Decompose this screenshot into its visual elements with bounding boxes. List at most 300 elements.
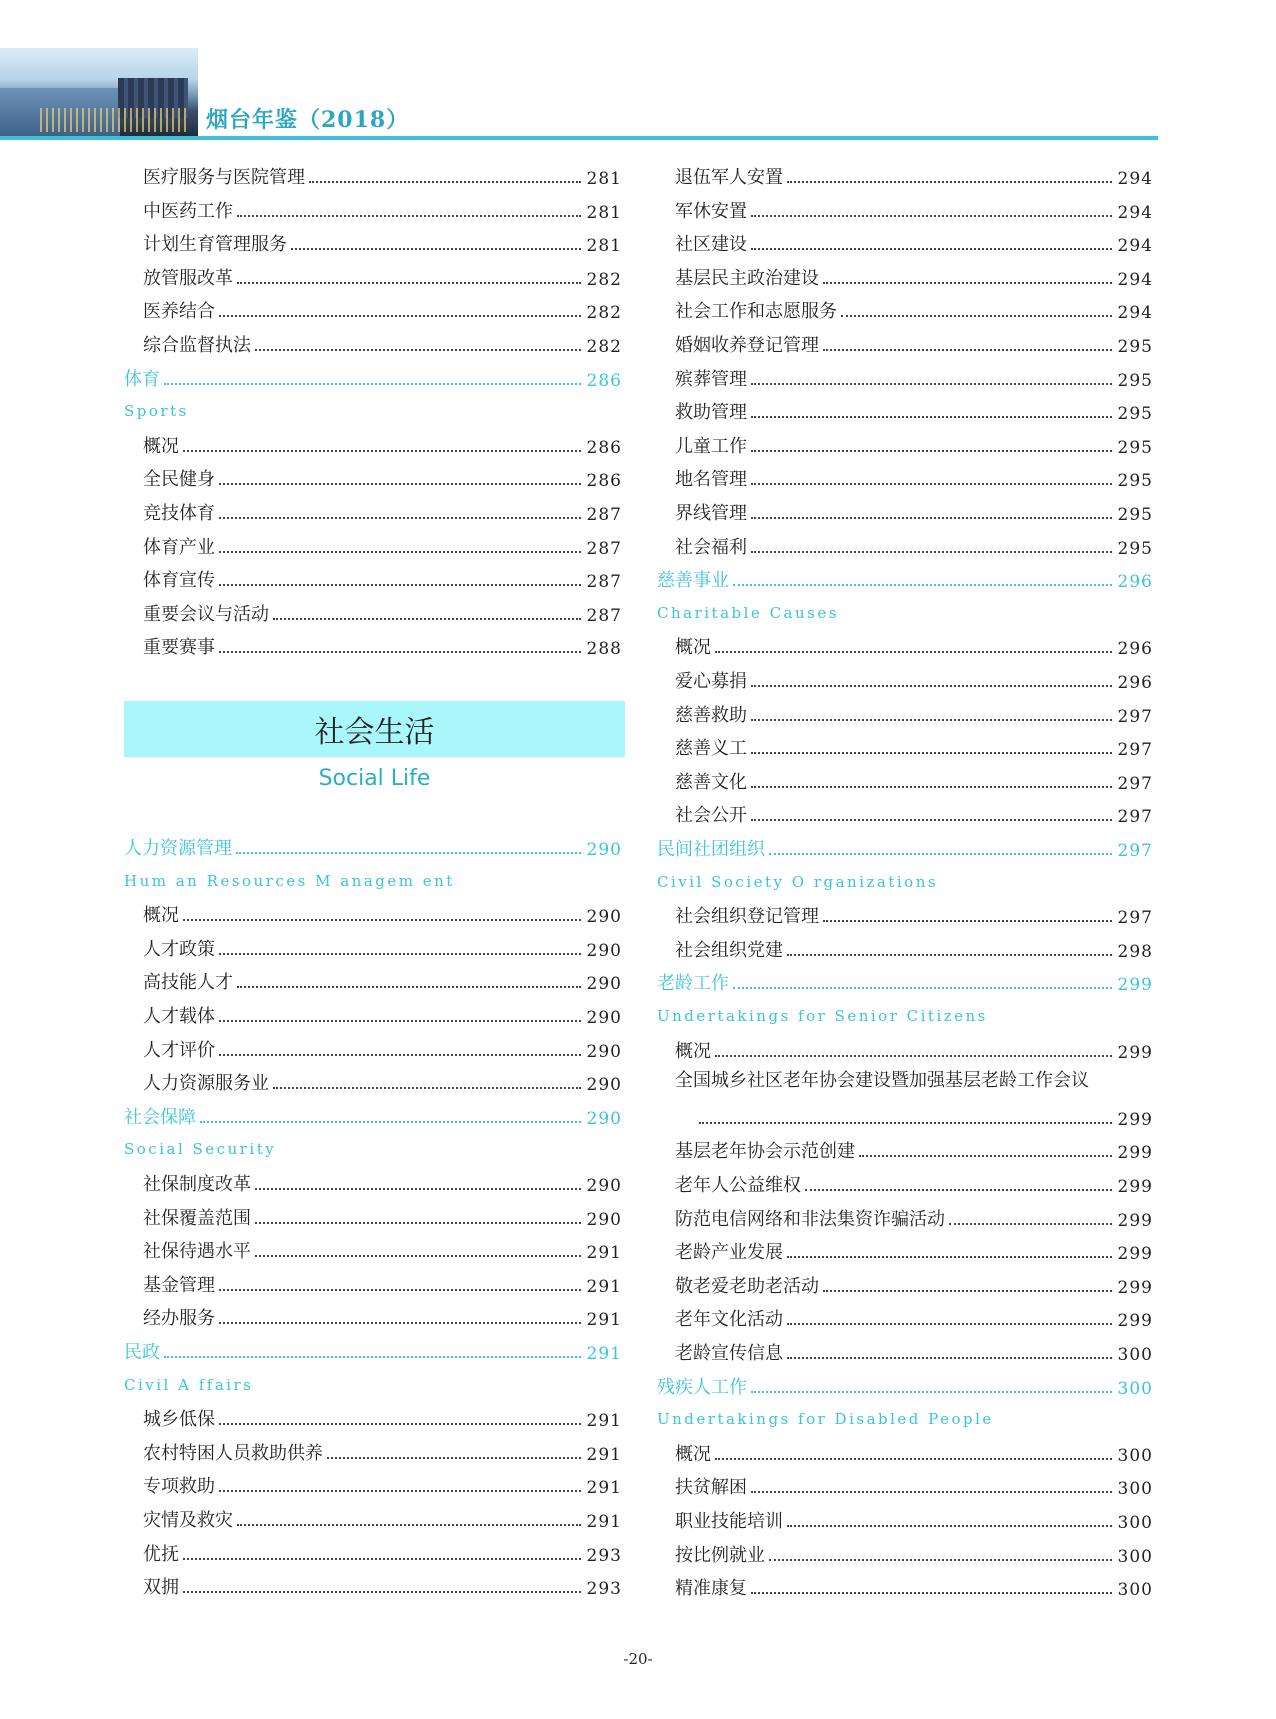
toc-page-number: 300 [1117,1479,1153,1499]
dot-leader [751,752,1112,754]
toc-page-number: 295 [1117,371,1153,391]
toc-entry-label: 社会组织党建 [675,940,783,961]
dot-leader [236,852,581,854]
toc-entry-label: 扶贫解困 [675,1477,747,1498]
part-banner [124,701,625,757]
toc-entry-label: 社保制度改革 [143,1174,251,1195]
toc-entry [143,1401,622,1431]
toc-entry [675,764,1153,794]
toc-entry-label: 双拥 [143,1577,179,1598]
toc-entry-label: 人才评价 [143,1040,215,1061]
toc-entry [675,1570,1153,1600]
toc-entry-label: 老龄产业发展 [675,1242,783,1263]
toc-page-number: 300 [1117,1580,1153,1600]
dot-leader [823,1290,1112,1292]
toc-entry-label: 救助管理 [675,402,747,423]
toc-entry-label: 人才载体 [143,1006,215,1027]
toc-page-number: 297 [1117,841,1153,861]
toc-entry-label: 放管服改革 [143,268,233,289]
toc-entry-label: 基层民主政治建设 [675,268,819,289]
toc-page-number: 297 [1117,908,1153,928]
header-rule [0,136,1158,140]
dot-leader [219,1490,581,1492]
dot-leader [949,1223,1112,1225]
dot-leader [309,181,581,183]
toc-entry-label: 老龄工作 [657,973,729,994]
toc-entry-label: 殡葬管理 [675,369,747,390]
toc-page-number: 295 [1117,404,1153,424]
toc-entry [675,629,1153,659]
toc-page-number: 291 [586,1411,622,1431]
dot-leader [751,551,1112,553]
dot-leader [787,181,1112,183]
toc-entry [143,495,622,525]
toc-entry-label: 儿童工作 [675,436,747,457]
toc-entry-label: 体育宣传 [143,570,215,591]
dot-leader [219,953,581,955]
toc-entry-label: 残疾人工作 [657,1377,747,1398]
toc-page-number: 281 [586,203,622,223]
toc-page-number: 291 [586,1478,622,1498]
toc-entry [143,629,622,659]
toc-page-number: 299 [1117,1110,1153,1130]
toc-entry-label: 专项救助 [143,1476,215,1497]
toc-page-number: 282 [586,337,622,357]
toc-page-number: 299 [1117,1043,1153,1063]
toc-page-number: 290 [586,974,622,994]
toc-entry-label: 民间社团组织 [657,839,765,860]
toc-page-number: 294 [1117,270,1153,290]
toc-page-number: 290 [586,907,622,927]
dot-leader [751,483,1112,485]
toc-entry [675,1201,1153,1231]
toc-entry-label: 界线管理 [675,503,747,524]
dot-leader [751,450,1112,452]
toc-page-number: 282 [586,303,622,323]
toc-entry [695,1100,1153,1130]
dot-leader [219,1020,581,1022]
section-english-title: Undertakings for Senior Citizens [657,1007,988,1025]
toc-entry-label: 慈善文化 [675,772,747,793]
toc-entry [143,931,622,961]
toc-entry-label: 社会公开 [675,805,747,826]
toc-entry [143,964,622,994]
dot-leader [715,651,1112,653]
toc-page-number: 295 [1117,438,1153,458]
toc-entry [143,1267,622,1297]
toc-entry [675,1033,1153,1063]
dot-leader [787,1525,1112,1527]
toc-page-number: 300 [1117,1446,1153,1466]
toc-entry [143,1569,622,1599]
dot-leader [219,483,581,485]
toc-entry [143,293,622,323]
toc-entry-label: 社会工作和志愿服务 [675,301,837,322]
dot-leader [787,1357,1112,1359]
toc-page-number: 297 [1117,707,1153,727]
toc-section-entry [124,1099,622,1129]
toc-entry [675,730,1153,760]
toc-page-number: 296 [1117,639,1153,659]
dot-leader [823,920,1112,922]
toc-page-number: 287 [586,539,622,559]
toc-entry-label: 重要会议与活动 [143,604,269,625]
toc-entry [675,1436,1153,1466]
toc-page-number: 295 [1117,505,1153,525]
toc-entry [675,260,1153,290]
dot-leader [805,1189,1112,1191]
toc-entry-label: 体育 [124,369,160,390]
dot-leader [751,1592,1112,1594]
toc-entry [143,226,622,256]
toc-entry [675,1335,1153,1365]
toc-entry [143,998,622,1028]
toc-page-number: 290 [586,1109,622,1129]
toc-page-number: 294 [1117,236,1153,256]
toc-page-number: 291 [586,1277,622,1297]
toc-entry-label: 社保覆盖范围 [143,1208,251,1229]
toc-entry-label: 综合监督执法 [143,335,251,356]
toc-page-number: 290 [586,1210,622,1230]
dot-leader [219,1423,581,1425]
toc-entry [143,1468,622,1498]
dot-leader [237,282,581,284]
dot-leader [183,1558,581,1560]
toc-page-number: 286 [586,371,622,391]
dot-leader [787,1256,1112,1258]
toc-entry [143,1502,622,1532]
toc-entry-label: 医疗服务与医院管理 [143,167,305,188]
toc-section-entry [124,361,622,391]
dot-leader [219,1054,581,1056]
toc-entry-label: 社会组织登记管理 [675,906,819,927]
toc-entry [675,1301,1153,1331]
toc-entry-label: 体育产业 [143,537,215,558]
toc-page-number: 300 [1117,1513,1153,1533]
toc-page-number: 297 [1117,740,1153,760]
toc-page-number: 290 [586,1008,622,1028]
toc-page-number: 294 [1117,203,1153,223]
toc-section-entry [657,965,1153,995]
toc-page-number: 299 [1117,1177,1153,1197]
dot-leader [751,215,1112,217]
dot-leader [733,584,1112,586]
running-header-title: 烟台年鉴（2018） [206,107,410,133]
dot-leader [273,1087,581,1089]
toc-entry-label: 全国城乡社区老年协会建设暨加强基层老龄工作会议 [675,1070,1089,1091]
toc-page-number: 290 [586,1042,622,1062]
toc-section-entry [124,1334,622,1364]
toc-entry-label: 概况 [675,637,711,658]
toc-entry-label: 基层老年协会示范创建 [675,1141,855,1162]
section-english-title: Charitable Causes [657,604,839,622]
toc-section-entry [657,1369,1153,1399]
toc-page-number: 291 [586,1445,622,1465]
toc-entry [675,226,1153,256]
toc-entry-label: 基金管理 [143,1275,215,1296]
toc-page-number: 300 [1117,1379,1153,1399]
dot-leader [183,919,581,921]
dot-leader [219,517,581,519]
dot-leader [237,1524,581,1526]
toc-page-number: 281 [586,169,622,189]
toc-page-number: 287 [586,572,622,592]
toc-entry [143,1200,622,1230]
toc-entry [675,663,1153,693]
toc-entry-label: 中医药工作 [143,201,233,222]
toc-page-number: 299 [1117,1211,1153,1231]
section-english-title: Civil Society O rganizations [657,873,939,891]
toc-entry [675,1234,1153,1264]
toc-entry [675,159,1153,189]
toc-entry-label: 老龄宣传信息 [675,1343,783,1364]
toc-entry-label: 爱心募捐 [675,671,747,692]
toc-entry-label: 老年文化活动 [675,1309,783,1330]
dot-leader [787,1323,1112,1325]
toc-entry [675,461,1153,491]
header-photo-lights [40,108,190,132]
toc-entry [675,797,1153,827]
toc-page-number: 290 [586,941,622,961]
dot-leader [219,1289,581,1291]
toc-entry-label: 军休安置 [675,201,747,222]
toc-entry [143,1032,622,1062]
toc-entry [143,1536,622,1566]
dot-leader [769,1559,1112,1561]
toc-entry [143,461,622,491]
toc-page-number: 291 [586,1310,622,1330]
toc-entry [675,394,1153,424]
dot-leader [751,1491,1112,1493]
toc-entry [675,529,1153,559]
toc-page-number: 291 [586,1243,622,1263]
dot-leader [183,450,581,452]
toc-entry [675,1537,1153,1567]
dot-leader [715,1458,1112,1460]
toc-page-number: 295 [1117,337,1153,357]
part-subtitle: Social Life [318,766,431,791]
toc-entry [143,327,622,357]
toc-entry-label: 概况 [675,1444,711,1465]
toc-entry [675,1167,1153,1197]
toc-entry [675,361,1153,391]
section-english-title: Undertakings for Disabled People [657,1410,994,1428]
toc-entry [143,428,622,458]
toc-entry [675,193,1153,223]
toc-entry [143,260,622,290]
toc-entry [143,193,622,223]
dot-leader [164,1356,581,1358]
toc-entry-label: 人力资源服务业 [143,1073,269,1094]
dot-leader [751,383,1112,385]
dot-leader [327,1457,581,1459]
toc-entry [143,596,622,626]
dot-leader [823,349,1112,351]
dot-leader [291,248,581,250]
toc-entry [675,428,1153,458]
toc-entry-label: 高技能人才 [143,972,233,993]
dot-leader [751,517,1112,519]
dot-leader [715,1055,1112,1057]
toc-section-entry [657,831,1153,861]
dot-leader [841,315,1112,317]
toc-entry [143,1435,622,1465]
toc-entry [143,1166,622,1196]
dot-leader [751,416,1112,418]
toc-entry [675,293,1153,323]
dot-leader [200,1121,581,1123]
dot-leader [237,215,581,217]
toc-entry-label: 社会福利 [675,537,747,558]
toc-page-number: 299 [1117,1311,1153,1331]
toc-page-number: 281 [586,236,622,256]
section-english-title: Social Security [124,1140,277,1158]
dot-leader [183,1591,581,1593]
toc-page-number: 297 [1117,774,1153,794]
dot-leader [255,1188,581,1190]
toc-entry-label: 医养结合 [143,301,215,322]
toc-entry [143,1300,622,1330]
dot-leader [733,987,1112,989]
toc-entry-label: 人力资源管理 [124,838,232,859]
toc-page-number: 291 [586,1344,622,1364]
toc-entry-label: 灾情及救灾 [143,1510,233,1531]
dot-leader [219,551,581,553]
toc-entry [143,1233,622,1263]
dot-leader [859,1155,1112,1157]
dot-leader [699,1122,1112,1124]
toc-entry [675,1469,1153,1499]
dot-leader [751,685,1112,687]
section-english-title: Civil A ffairs [124,1376,254,1394]
section-english-title: Hum an Resources M anagem ent [124,872,455,890]
toc-page-number: 290 [586,1075,622,1095]
toc-entry [675,327,1153,357]
toc-entry-label: 精准康复 [675,1578,747,1599]
toc-entry-label: 敬老爱老助老活动 [675,1276,819,1297]
toc-entry-label: 慈善救助 [675,705,747,726]
toc-page-number: 298 [1117,942,1153,962]
toc-entry [143,159,622,189]
page-number: -20- [623,1650,653,1668]
toc-entry-label: 老年人公益维权 [675,1175,801,1196]
toc-entry-label: 农村特困人员救助供养 [143,1443,323,1464]
toc-entry-label: 按比例就业 [675,1545,765,1566]
toc-entry-label: 慈善义工 [675,738,747,759]
toc-entry [675,697,1153,727]
toc-entry-label: 竞技体育 [143,503,215,524]
toc-entry-label: 职业技能培训 [675,1511,783,1532]
toc-entry-label: 社区建设 [675,234,747,255]
toc-page-number: 299 [1117,975,1153,995]
header-city-photo [0,48,198,138]
toc-page-number: 286 [586,471,622,491]
dot-leader [255,1222,581,1224]
toc-page-number: 296 [1117,673,1153,693]
part-title: 社会生活 [314,715,435,750]
dot-leader [787,954,1112,956]
toc-entry-label: 全民健身 [143,469,215,490]
dot-leader [751,819,1112,821]
dot-leader [255,1255,581,1257]
toc-entry [143,562,622,592]
toc-page-number: 286 [586,438,622,458]
dot-leader [219,584,581,586]
toc-entry-label: 经办服务 [143,1308,215,1329]
toc-entry [143,897,622,927]
toc-entry-label: 地名管理 [675,469,747,490]
toc-entry [675,932,1153,962]
toc-page-number: 299 [1117,1244,1153,1264]
toc-entry-label: 退伍军人安置 [675,167,783,188]
toc-entry-label: 概况 [143,905,179,926]
toc-entry-label: 社会保障 [124,1107,196,1128]
toc-page-number: 299 [1117,1278,1153,1298]
toc-entry-label: 概况 [675,1041,711,1062]
toc-entry-label: 概况 [143,436,179,457]
toc-entry-label: 计划生育管理服务 [143,234,287,255]
dot-leader [164,383,581,385]
dot-leader [769,853,1112,855]
toc-page-number: 291 [586,1512,622,1532]
toc-page-number: 290 [586,1176,622,1196]
toc-entry-label: 慈善事业 [657,570,729,591]
toc-entry [143,1065,622,1095]
dot-leader [219,1322,581,1324]
toc-page-number: 295 [1117,539,1153,559]
toc-page-number: 293 [586,1546,622,1566]
toc-section-entry [124,830,622,860]
dot-leader [273,618,581,620]
toc-entry-label: 社保待遇水平 [143,1241,251,1262]
toc-entry-label: 防范电信网络和非法集资诈骗活动 [675,1209,945,1230]
dot-leader [751,719,1112,721]
dot-leader [751,786,1112,788]
toc-entry-label: 重要赛事 [143,637,215,658]
dot-leader [237,986,581,988]
toc-page-number: 293 [586,1579,622,1599]
toc-page-number: 300 [1117,1345,1153,1365]
toc-page-number: 294 [1117,303,1153,323]
toc-page-number: 287 [586,505,622,525]
toc-entry [675,495,1153,525]
section-english-title: Sports [124,402,189,420]
toc-entry-label: 优抚 [143,1544,179,1565]
toc-page-number: 282 [586,270,622,290]
dot-leader [823,282,1112,284]
toc-entry [675,1268,1153,1298]
dot-leader [219,651,581,653]
toc-page-number: 296 [1117,572,1153,592]
toc-entry [143,529,622,559]
toc-entry-label: 人才政策 [143,939,215,960]
toc-page-number: 288 [586,639,622,659]
toc-page-number: 300 [1117,1547,1153,1567]
dot-leader [751,248,1112,250]
toc-entry [675,898,1153,928]
toc-entry-label: 民政 [124,1342,160,1363]
toc-page-number: 295 [1117,471,1153,491]
toc-entry [675,1133,1153,1163]
toc-page-number: 299 [1117,1143,1153,1163]
toc-section-entry [657,562,1153,592]
toc-entry [675,1503,1153,1533]
dot-leader [219,315,581,317]
toc-page-number: 297 [1117,807,1153,827]
toc-page-number: 287 [586,606,622,626]
dot-leader [255,349,581,351]
toc-entry-label: 婚姻收养登记管理 [675,335,819,356]
